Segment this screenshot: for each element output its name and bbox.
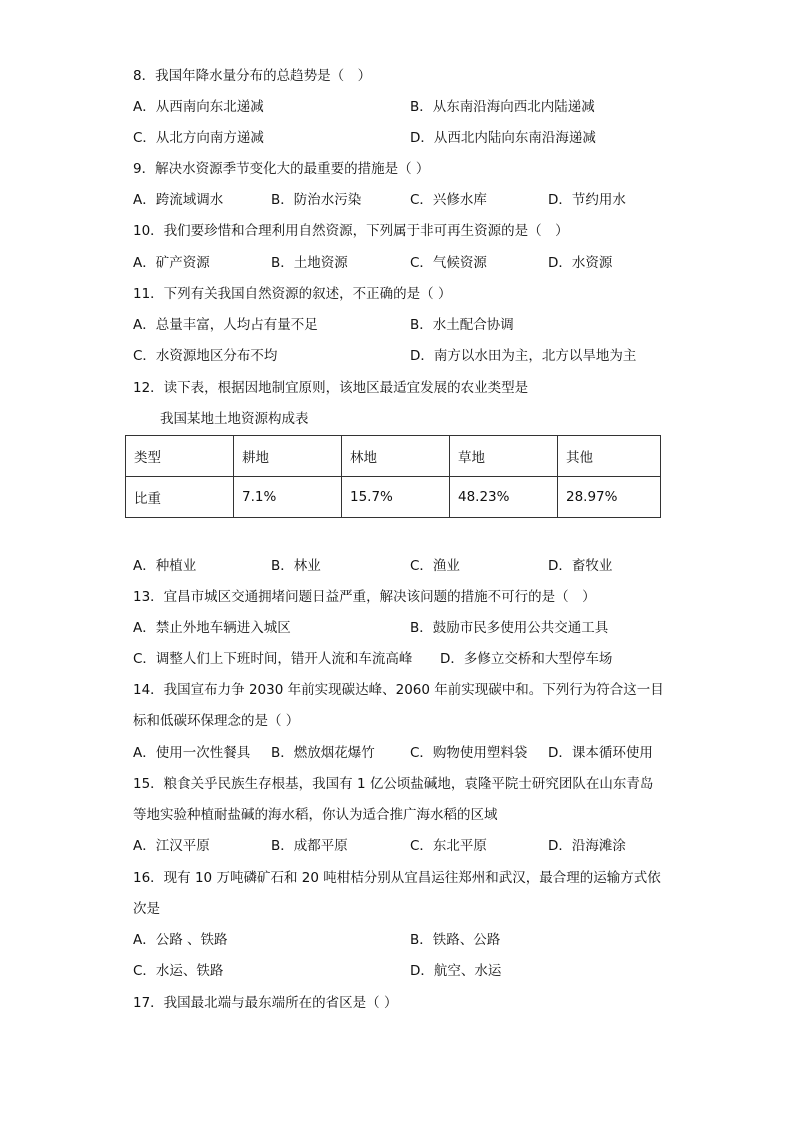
question-9-option-b: B．防治水污染 bbox=[271, 192, 362, 208]
question-16-option-d: D．航空、水运 bbox=[410, 963, 502, 979]
question-10-stem: 10．我们要珍惜和合理利用自然资源，下列属于非可再生资源的是（ ） bbox=[133, 223, 569, 239]
question-13-stem: 13．宜昌市城区交通拥堵问题日益严重，解决该问题的措施不可行的是（ ） bbox=[133, 589, 596, 605]
table-cell: 15.7% bbox=[342, 477, 450, 518]
table-cell: 7.1% bbox=[234, 477, 342, 518]
table-header-cell: 林地 bbox=[342, 436, 450, 477]
question-12-stem: 12．读下表，根据因地制宜原则，该地区最适宜发展的农业类型是 bbox=[133, 380, 529, 396]
question-15-option-b: B．成都平原 bbox=[271, 838, 348, 854]
question-16-option-b: B．铁路、公路 bbox=[410, 932, 501, 948]
question-10-option-d: D．水资源 bbox=[548, 255, 613, 271]
question-12-option-d: D．畜牧业 bbox=[548, 558, 613, 574]
question-16-stem-line-1: 16．现有 10 万吨磷矿石和 20 吨柑桔分别从宜昌运往郑州和武汉，最合理的运输方式依 bbox=[133, 870, 661, 886]
question-11-option-b: B．水土配合协调 bbox=[410, 317, 514, 333]
question-14-stem-line-2: 标和低碳环保理念的是（ ） bbox=[133, 713, 300, 729]
question-14-stem-line-1: 14．我国宣布力争 2030 年前实现碳达峰、2060 年前实现碳中和。下列行为符合这一目 bbox=[133, 682, 664, 698]
question-10-option-a: A．矿产资源 bbox=[133, 255, 210, 271]
table-row bbox=[126, 477, 661, 518]
question-13-option-c: C．调整人们上下班时间，错开人流和车流高峰 bbox=[133, 651, 413, 667]
question-16-stem-line-2: 次是 bbox=[133, 901, 160, 917]
table-cell: 比重 bbox=[126, 477, 234, 518]
question-11-option-d: D．南方以水田为主，北方以旱地为主 bbox=[410, 348, 637, 364]
question-8-option-c: C．从北方向南方递减 bbox=[133, 130, 264, 146]
table-caption: 我国某地土地资源构成表 bbox=[160, 411, 309, 427]
question-9-option-d: D．节约用水 bbox=[548, 192, 626, 208]
table-header-row bbox=[126, 436, 661, 477]
question-15-stem-line-1: 15．粮食关乎民族生存根基，我国有 1 亿公顷盐碱地，袁隆平院士研究团队在山东青岛 bbox=[133, 776, 654, 792]
question-13-option-a: A．禁止外地车辆进入城区 bbox=[133, 620, 291, 636]
question-12-option-b: B．林业 bbox=[271, 558, 321, 574]
question-8-option-b: B．从东南沿海向西北内陆递减 bbox=[410, 99, 595, 115]
table-header-cell: 其他 bbox=[558, 436, 661, 477]
table-header-cell: 类型 bbox=[126, 436, 234, 477]
question-8-option-a: A．从西南向东北递减 bbox=[133, 99, 264, 115]
question-14-option-a: A．使用一次性餐具 bbox=[133, 745, 251, 761]
question-13-option-d: D．多修立交桥和大型停车场 bbox=[440, 651, 613, 667]
question-12-option-a: A．种植业 bbox=[133, 558, 197, 574]
question-8-option-d: D．从西北内陆向东南沿海递减 bbox=[410, 130, 596, 146]
question-14-option-b: B．燃放烟花爆竹 bbox=[271, 745, 375, 761]
question-10-option-b: B．土地资源 bbox=[271, 255, 348, 271]
table-header-cell: 耕地 bbox=[234, 436, 342, 477]
question-13-option-b: B．鼓励市民多使用公共交通工具 bbox=[410, 620, 609, 636]
question-14-option-d: D．课本循环使用 bbox=[548, 745, 653, 761]
question-15-stem-line-2: 等地实验种植耐盐碱的海水稻，你认为适合推广海水稻的区域 bbox=[133, 807, 498, 823]
question-17-stem: 17．我国最北端与最东端所在的省区是（ ） bbox=[133, 995, 398, 1011]
question-8-stem: 8．我国年降水量分布的总趋势是（ ） bbox=[133, 68, 372, 84]
question-14-option-c: C．购物使用塑料袋 bbox=[410, 745, 528, 761]
question-15-option-d: D．沿海滩涂 bbox=[548, 838, 626, 854]
question-15-option-c: C．东北平原 bbox=[410, 838, 487, 854]
question-11-option-a: A．总量丰富，人均占有量不足 bbox=[133, 317, 318, 333]
question-11-option-c: C．水资源地区分布不均 bbox=[133, 348, 278, 364]
land-resource-table bbox=[125, 435, 661, 518]
question-12-option-c: C．渔业 bbox=[410, 558, 460, 574]
question-10-option-c: C．气候资源 bbox=[410, 255, 487, 271]
question-9-option-c: C．兴修水库 bbox=[410, 192, 487, 208]
question-15-option-a: A．江汉平原 bbox=[133, 838, 210, 854]
question-11-stem: 11．下列有关我国自然资源的叙述，不正确的是（ ） bbox=[133, 286, 452, 302]
question-16-option-c: C．水运、铁路 bbox=[133, 963, 224, 979]
table-cell: 28.97% bbox=[558, 477, 661, 518]
table-header-cell: 草地 bbox=[450, 436, 558, 477]
question-9-option-a: A．跨流域调水 bbox=[133, 192, 224, 208]
question-9-stem: 9．解决水资源季节变化大的最重要的措施是（ ） bbox=[133, 161, 430, 177]
table-cell: 48.23% bbox=[450, 477, 558, 518]
question-16-option-a: A．公路 、铁路 bbox=[133, 932, 228, 948]
